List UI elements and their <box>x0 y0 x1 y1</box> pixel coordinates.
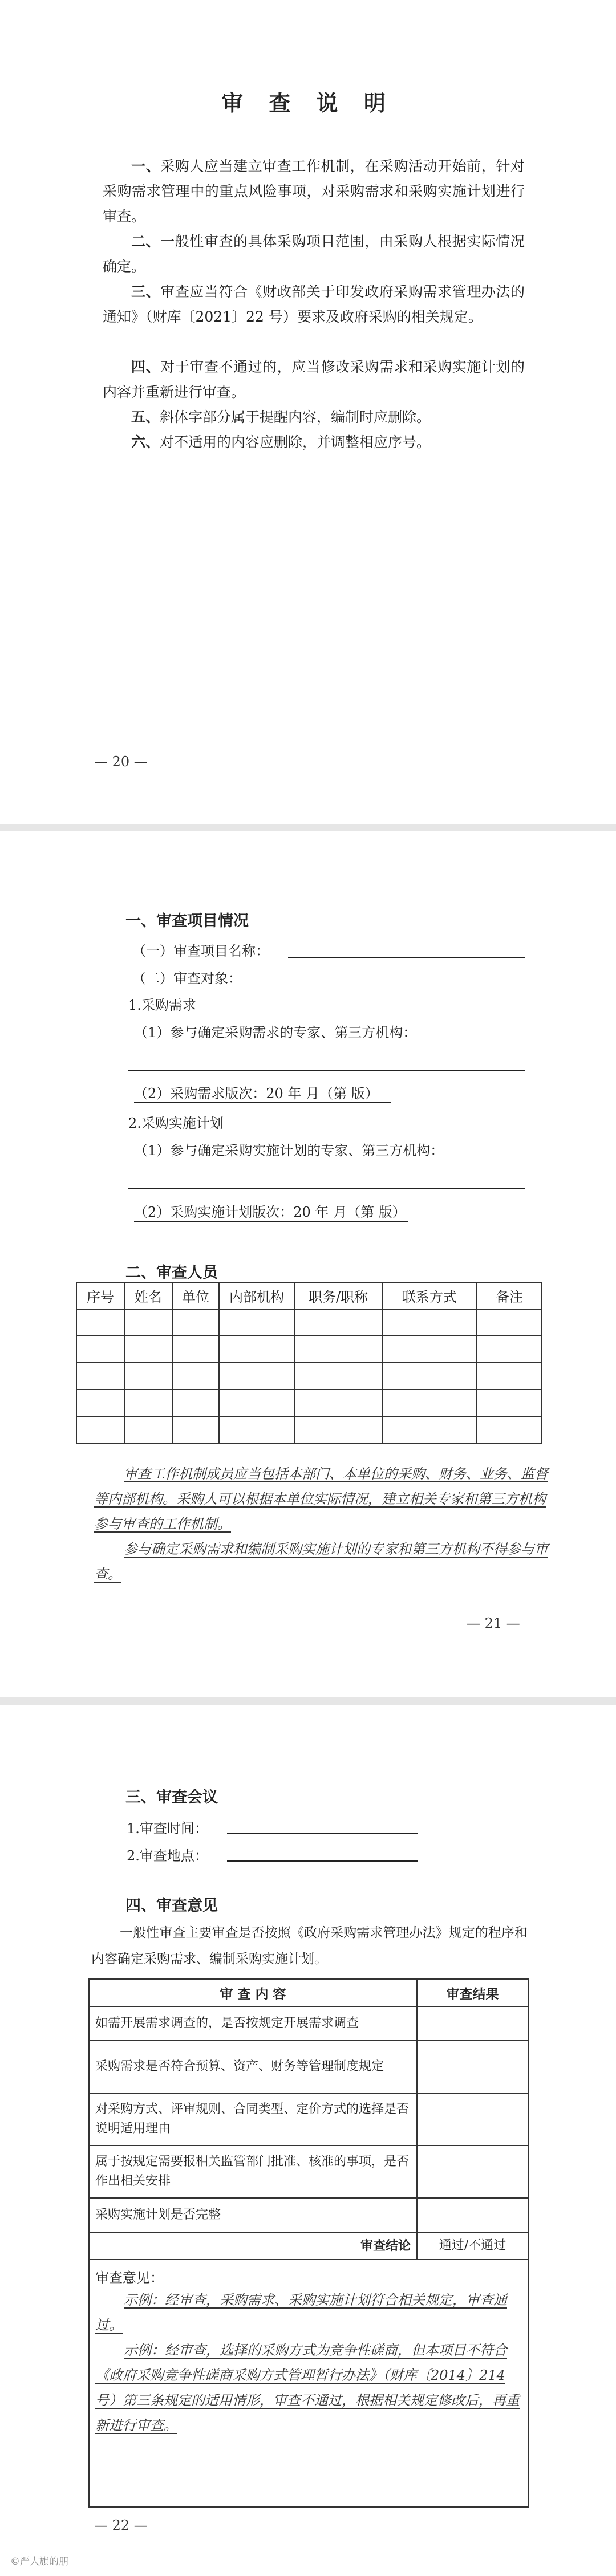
section-intro: 一般性审查主要审查是否按照《政府采购需求管理办法》规定的程序和内容确定采购需求、编制采购实施计划。 <box>91 1925 528 1966</box>
col-header: 单位 <box>172 1282 219 1309</box>
target-label: （二）审查对象： <box>132 970 242 986</box>
paragraph-lead: 一、 <box>131 158 161 174</box>
table-row[interactable] <box>76 1416 542 1443</box>
col-header: 职务/职称 <box>294 1282 382 1309</box>
section-opinion: 四、审查意见 <box>125 1897 218 1915</box>
conclusion-value[interactable]: 通过/不通过 <box>417 2232 528 2260</box>
paragraph-lead: 五、 <box>131 409 160 425</box>
table-row <box>89 2198 528 2232</box>
page-2 <box>0 831 616 1697</box>
review-table <box>88 1978 529 2508</box>
review-item: 采购实施计划是否完整 <box>89 2198 417 2232</box>
paragraph-lead: 三、 <box>131 283 161 300</box>
paragraph-3 <box>103 279 525 330</box>
table-row[interactable] <box>76 1363 542 1389</box>
paragraph-text: 采购人应当建立审查工作机制，在采购活动开始前，针对采购需求管理中的重点风险事项，对采购需求和采购实施计划进行审查。 <box>103 158 525 225</box>
page-title: 审 查 说 明 <box>221 90 395 116</box>
result-cell[interactable] <box>417 2146 528 2198</box>
plan-experts-label: （1）参与确定采购实施计划的专家、第三方机构： <box>134 1143 444 1159</box>
paragraph-1 <box>103 154 525 229</box>
paragraph-lead: 六、 <box>131 434 160 450</box>
time-label: 1.审查时间： <box>127 1821 208 1836</box>
table-header-row <box>89 1979 528 2006</box>
section-meeting: 三、审查会议 <box>125 1789 218 1806</box>
review-item: 属于按规定需要报相关监管部门批准、核准的事项，是否作出相关安排 <box>89 2146 417 2198</box>
place-field[interactable] <box>227 1860 418 1862</box>
page-number: — 22 — <box>94 2517 148 2533</box>
table-row <box>89 2006 528 2041</box>
col-header: 序号 <box>76 1282 124 1309</box>
result-cell[interactable] <box>417 2198 528 2232</box>
staff-note-2: 参与确定采购需求和编制采购实施计划的专家和第三方机构不得参与审查。 <box>94 1541 548 1582</box>
req-experts-label: （1）参与确定采购需求的专家、第三方机构： <box>134 1025 417 1041</box>
col-header: 备注 <box>477 1282 542 1309</box>
review-item: 对采购方式、评审规则、合同类型、定价方式的选择是否说明适用理由 <box>89 2093 417 2146</box>
table-header-row <box>76 1282 542 1309</box>
opinion-label: 审查意见： <box>95 2270 164 2286</box>
page-number: — 20 — <box>94 754 148 770</box>
table-row <box>89 2146 528 2198</box>
conclusion-row <box>89 2232 528 2260</box>
staff-table <box>76 1282 542 1444</box>
opinion-example-1: 示例：经审查，采购需求、采购实施计划符合相关规定，审查通过。 <box>95 2292 507 2333</box>
paragraph-text: 审查应当符合《财政部关于印发政府采购需求管理办法的通知》（财库〔2021〕22 号）要求及政府采购的相关规定。 <box>103 283 525 325</box>
paragraph-2 <box>103 229 525 279</box>
review-item: 采购需求是否符合预算、资产、财务等管理制度规定 <box>89 2041 417 2093</box>
project-name-field[interactable] <box>288 957 525 958</box>
plan-version[interactable]: （2）采购实施计划版次：20 年 月（第 版） <box>134 1201 408 1222</box>
table-row[interactable] <box>76 1309 542 1336</box>
opinion-row <box>89 2260 528 2507</box>
col-header-content: 审 查 内 容 <box>89 1979 417 2006</box>
time-field[interactable] <box>227 1833 418 1834</box>
paragraph-text: 对不适用的内容应删除，并调整相应序号。 <box>160 434 431 450</box>
watermark: ©严大旗的朋 <box>10 2556 68 2567</box>
paragraph-6 <box>103 430 525 455</box>
req-experts-field[interactable] <box>128 1070 525 1071</box>
page-3 <box>0 1705 616 2576</box>
page-number: — 21 — <box>467 1615 520 1631</box>
table-row[interactable] <box>76 1389 542 1416</box>
col-header: 姓名 <box>124 1282 172 1309</box>
plan-title: 2.采购实施计划 <box>128 1115 224 1131</box>
paragraph-text: 斜体字部分属于提醒内容，编制时应删除。 <box>160 409 431 425</box>
table-row[interactable] <box>76 1336 542 1363</box>
paragraph-lead: 四、 <box>131 359 161 375</box>
opinion-example-2: 示例：经审查，选择的采购方式为竞争性磋商，但本项目不符合《政府采购竞争性磋商采购方式管理暂行办法》（财库〔2014〕214 号）第三条规定的适用情形，审查不通过，根据相关规定修改后，再重新进行审查。 <box>95 2342 520 2433</box>
page-1 <box>0 0 616 824</box>
result-cell[interactable] <box>417 2006 528 2041</box>
req-title: 1.采购需求 <box>128 997 196 1013</box>
section-staff: 二、审查人员 <box>125 1264 218 1282</box>
paragraph-lead: 二、 <box>131 233 161 250</box>
place-label: 2.审查地点： <box>127 1848 208 1864</box>
paragraph-text: 一般性审查的具体采购项目范围，由采购人根据实际情况确定。 <box>103 233 525 275</box>
col-header: 内部机构 <box>219 1282 294 1309</box>
review-item: 如需开展需求调查的，是否按规定开展需求调查 <box>89 2006 417 2041</box>
paragraph-text: 对于审查不通过的，应当修改采购需求和采购实施计划的内容并重新进行审查。 <box>103 359 525 400</box>
plan-experts-field[interactable] <box>128 1188 525 1189</box>
conclusion-label: 审查结论 <box>89 2232 417 2260</box>
staff-note-1: 审查工作机制成员应当包括本部门、本单位的采购、财务、业务、监督等内部机构。采购人可以根据本单位实际情况，建立相关专家和第三方机构参与审查的工作机制。 <box>94 1466 548 1532</box>
req-version[interactable]: （2）采购需求版次：20 年 月（第 版） <box>134 1082 391 1103</box>
table-row <box>89 2093 528 2146</box>
paragraph-4 <box>103 355 525 405</box>
result-cell[interactable] <box>417 2041 528 2093</box>
col-header-result: 审查结果 <box>417 1979 528 2006</box>
col-header: 联系方式 <box>382 1282 477 1309</box>
section-project-info: 一、审查项目情况 <box>125 912 249 930</box>
table-row <box>89 2041 528 2093</box>
opinion-cell[interactable] <box>89 2260 528 2507</box>
project-name-label: （一）审查项目名称： <box>132 943 269 959</box>
result-cell[interactable] <box>417 2093 528 2146</box>
paragraph-5 <box>103 405 525 430</box>
